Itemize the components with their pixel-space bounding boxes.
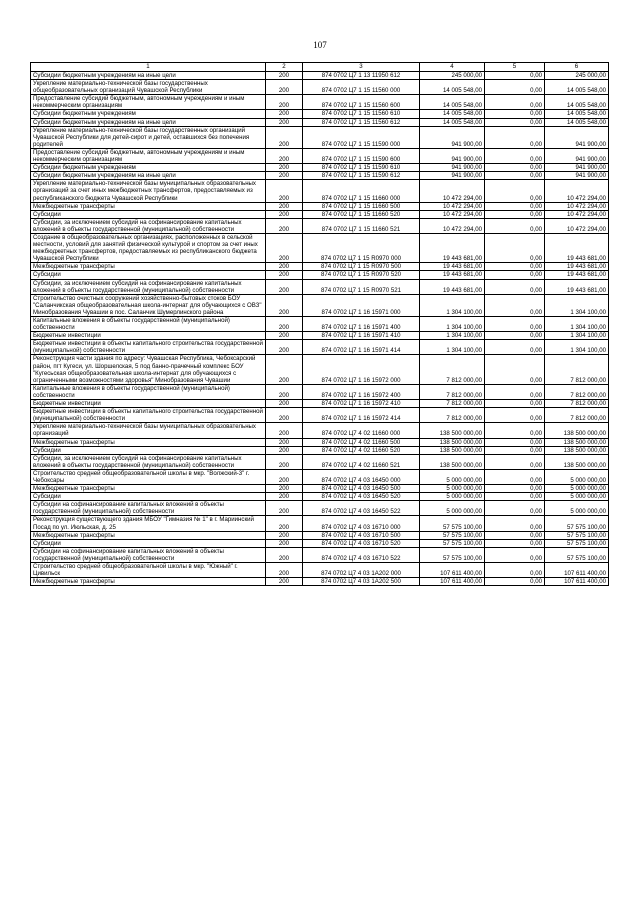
row-change-cell: 0,00 [485,148,545,163]
row-amount-cell: 1 304 100,00 [420,294,485,316]
row-code-cell: 200 [266,493,303,501]
row-change-cell: 0,00 [485,469,545,484]
row-name-cell: Субсидии бюджетным учреждениям на иные цели [31,172,266,180]
row-name-cell: Межбюджетные трансферты [31,202,266,210]
table-row [31,294,609,316]
row-code-cell: 200 [266,531,303,539]
row-name-cell: Субсидии [31,539,266,547]
row-code-cell: 200 [266,501,303,516]
row-name-cell: Межбюджетные трансферты [31,578,266,586]
row-total-cell: 941 900,00 [545,126,609,148]
row-amount-cell: 19 443 681,00 [420,279,485,294]
row-kbk-cell: 874 0702 Ц7 4 03 16450 000 [303,469,420,484]
row-name-cell: Строительство средней общеобразовательной школы в мкр. "Волжский-3" г. Чебоксары [31,469,266,484]
row-change-cell: 0,00 [485,454,545,469]
table-row [31,423,609,438]
row-amount-cell: 14 005 548,00 [420,118,485,126]
row-name-cell: Субсидии бюджетным учреждениям на иные цели [31,72,266,80]
column-header-3: 3 [303,63,420,72]
table-row [31,493,609,501]
row-kbk-cell: 874 0702 Ц7 4 03 16710 520 [303,539,420,547]
row-total-cell: 941 900,00 [545,164,609,172]
table-row [31,126,609,148]
row-total-cell: 1 304 100,00 [545,294,609,316]
row-change-cell: 0,00 [485,400,545,408]
row-amount-cell: 14 005 548,00 [420,80,485,95]
row-total-cell: 245 000,00 [545,72,609,80]
table-row [31,384,609,399]
row-total-cell: 10 472 294,00 [545,210,609,218]
row-total-cell: 57 575 100,00 [545,531,609,539]
table-row [31,539,609,547]
row-total-cell: 5 000 000,00 [545,493,609,501]
row-kbk-cell: 874 0702 Ц7 1 15 11560 612 [303,118,420,126]
row-amount-cell: 941 900,00 [420,172,485,180]
row-code-cell: 200 [266,408,303,423]
row-kbk-cell: 874 0702 Ц7 1 16 15971 000 [303,294,420,316]
row-code-cell: 200 [266,271,303,279]
row-amount-cell: 10 472 294,00 [420,218,485,233]
row-total-cell: 19 443 681,00 [545,279,609,294]
table-row [31,80,609,95]
table-row [31,446,609,454]
column-header-6: 6 [545,63,609,72]
row-amount-cell: 138 500 000,00 [420,438,485,446]
row-code-cell: 200 [266,95,303,110]
row-change-cell: 0,00 [485,233,545,262]
row-name-cell: Субсидии [31,446,266,454]
row-total-cell: 14 005 548,00 [545,118,609,126]
row-amount-cell: 19 443 681,00 [420,233,485,262]
row-change-cell: 0,00 [485,438,545,446]
row-kbk-cell: 874 0702 Ц7 1 15 11590 000 [303,126,420,148]
column-header-2: 2 [266,63,303,72]
row-name-cell: Субсидии на софинансирование капитальных вложений в объекты государственной (муниципальной) собственности [31,501,266,516]
row-kbk-cell: 874 0702 Ц7 1 16 15972 400 [303,384,420,399]
row-code-cell: 200 [266,423,303,438]
table-row [31,279,609,294]
row-change-cell: 0,00 [485,210,545,218]
row-kbk-cell: 874 0702 Ц7 4 02 11660 521 [303,454,420,469]
row-kbk-cell: 874 0702 Ц7 1 15 11660 500 [303,202,420,210]
row-total-cell: 138 500 000,00 [545,454,609,469]
row-name-cell: Предоставление субсидий бюджетным, автономным учреждениям и иным некоммерческим организациям [31,95,266,110]
table-row [31,72,609,80]
row-total-cell: 1 304 100,00 [545,340,609,355]
table-row [31,355,609,384]
row-amount-cell: 19 443 681,00 [420,263,485,271]
row-code-cell: 200 [266,469,303,484]
row-name-cell: Межбюджетные трансферты [31,438,266,446]
row-kbk-cell: 874 0702 Ц7 1 15 11660 520 [303,210,420,218]
row-change-cell: 0,00 [485,118,545,126]
row-amount-cell: 10 472 294,00 [420,202,485,210]
row-name-cell: Межбюджетные трансферты [31,485,266,493]
table-row [31,340,609,355]
row-kbk-cell: 874 0702 Ц7 1 15 11590 610 [303,164,420,172]
row-change-cell: 0,00 [485,423,545,438]
row-kbk-cell: 874 0702 Ц7 1 15 11560 600 [303,95,420,110]
row-amount-cell: 1 304 100,00 [420,317,485,332]
row-code-cell: 200 [266,516,303,531]
row-total-cell: 10 472 294,00 [545,218,609,233]
row-change-cell: 0,00 [485,547,545,562]
row-name-cell: Бюджетные инвестиции в объекты капитального строительства государственной (муниципальной) собственности [31,408,266,423]
row-amount-cell: 941 900,00 [420,148,485,163]
table-row [31,332,609,340]
table-row [31,110,609,118]
row-name-cell: Строительство очистных сооружений хозяйственно-бытовых стоков БОУ "Саланчикская общеобразовательная школа-интернат для обучающихся с ОВЗ" Минобразования Чувашии в пос. Саланчик Шумерлинского района [31,294,266,316]
row-amount-cell: 10 472 294,00 [420,180,485,202]
row-total-cell: 5 000 000,00 [545,485,609,493]
row-amount-cell: 7 812 000,00 [420,355,485,384]
row-change-cell: 0,00 [485,72,545,80]
row-name-cell: Бюджетные инвестиции [31,400,266,408]
row-code-cell: 200 [266,539,303,547]
row-amount-cell: 5 000 000,00 [420,469,485,484]
row-amount-cell: 107 611 400,00 [420,578,485,586]
row-name-cell: Бюджетные инвестиции [31,332,266,340]
row-name-cell: Укрепление материально-технической базы муниципальных образовательных организаций за счет иных межбюджетных трансфертов, предоставляемых из республиканского бюджета Чувашской Республики [31,180,266,202]
row-amount-cell: 57 575 100,00 [420,547,485,562]
column-header-4: 4 [420,63,485,72]
row-amount-cell: 1 304 100,00 [420,340,485,355]
row-code-cell: 200 [266,400,303,408]
row-total-cell: 57 575 100,00 [545,547,609,562]
row-name-cell: Реконструкция части здания по адресу: Чувашская Республика, Чебоксарский район, пгт Кугеси, ул. Шоршелская, 5 под банно-прачечный комплекс БОУ "Кугесьская общеобразовательная школа-интернат для обучающихся с ограниченными возможностями здоровья" Минобразования Чувашии [31,355,266,384]
row-name-cell: Субсидии, за исключением субсидий на софинансирование капитальных вложений в объекты государственной (муниципальной) собственности [31,218,266,233]
row-name-cell: Межбюджетные трансферты [31,263,266,271]
row-kbk-cell: 874 0702 Ц7 1 16 15971 400 [303,317,420,332]
row-total-cell: 7 812 000,00 [545,355,609,384]
row-change-cell: 0,00 [485,485,545,493]
row-code-cell: 200 [266,547,303,562]
table-row [31,95,609,110]
row-kbk-cell: 874 0702 Ц7 4 02 11660 000 [303,423,420,438]
row-total-cell: 14 005 548,00 [545,80,609,95]
row-change-cell: 0,00 [485,384,545,399]
row-name-cell: Субсидии бюджетным учреждениям на иные цели [31,118,266,126]
row-name-cell: Субсидии бюджетным учреждениям [31,110,266,118]
row-change-cell: 0,00 [485,317,545,332]
row-change-cell: 0,00 [485,80,545,95]
row-code-cell: 200 [266,110,303,118]
row-change-cell: 0,00 [485,202,545,210]
row-amount-cell: 138 500 000,00 [420,454,485,469]
row-change-cell: 0,00 [485,279,545,294]
row-code-cell: 200 [266,446,303,454]
row-change-cell: 0,00 [485,501,545,516]
row-kbk-cell: 874 0702 Ц7 1 15 11560 610 [303,110,420,118]
row-kbk-cell: 874 0702 Ц7 1 16 15971 410 [303,332,420,340]
row-code-cell: 200 [266,485,303,493]
row-kbk-cell: 874 0702 Ц7 1 15 R0970 500 [303,263,420,271]
row-amount-cell: 14 005 548,00 [420,110,485,118]
table-row [31,578,609,586]
row-change-cell: 0,00 [485,218,545,233]
row-total-cell: 138 500 000,00 [545,423,609,438]
row-amount-cell: 1 304 100,00 [420,332,485,340]
row-total-cell: 7 812 000,00 [545,400,609,408]
row-kbk-cell: 874 0702 Ц7 1 16 15971 414 [303,340,420,355]
row-total-cell: 7 812 000,00 [545,384,609,399]
row-kbk-cell: 874 0702 Ц7 4 03 16450 520 [303,493,420,501]
row-code-cell: 200 [266,384,303,399]
row-total-cell: 19 443 681,00 [545,233,609,262]
row-amount-cell: 941 900,00 [420,126,485,148]
row-total-cell: 14 005 548,00 [545,95,609,110]
row-name-cell: Субсидии, за исключением субсидий на софинансирование капитальных вложений в объекты государственной (муниципальной) собственности [31,454,266,469]
row-change-cell: 0,00 [485,539,545,547]
table-row [31,317,609,332]
row-kbk-cell: 874 0702 Ц7 1 15 11660 000 [303,180,420,202]
row-kbk-cell: 874 0702 Ц7 4 03 16450 500 [303,485,420,493]
row-kbk-cell: 874 0702 Ц7 4 02 11660 520 [303,446,420,454]
row-name-cell: Создание в общеобразовательных организациях, расположенных в сельской местности, условий для занятий физической культурой и спортом за счет иных межбюджетных трансфертов, предоставляемых из республиканского бюджета Чувашской Республики [31,233,266,262]
row-change-cell: 0,00 [485,578,545,586]
row-code-cell: 200 [266,263,303,271]
row-code-cell: 200 [266,118,303,126]
row-change-cell: 0,00 [485,493,545,501]
row-amount-cell: 57 575 100,00 [420,516,485,531]
row-total-cell: 138 500 000,00 [545,438,609,446]
row-amount-cell: 138 500 000,00 [420,423,485,438]
row-change-cell: 0,00 [485,294,545,316]
row-total-cell: 19 443 681,00 [545,271,609,279]
row-change-cell: 0,00 [485,110,545,118]
row-code-cell: 200 [266,210,303,218]
row-total-cell: 14 005 548,00 [545,110,609,118]
row-total-cell: 10 472 294,00 [545,180,609,202]
budget-table [30,62,609,586]
row-name-cell: Укрепление материально-технической базы муниципальных образовательных организаций [31,423,266,438]
row-name-cell: Межбюджетные трансферты [31,531,266,539]
row-change-cell: 0,00 [485,180,545,202]
row-change-cell: 0,00 [485,164,545,172]
row-change-cell: 0,00 [485,340,545,355]
row-total-cell: 57 575 100,00 [545,516,609,531]
table-row [31,271,609,279]
table-row [31,563,609,578]
row-code-cell: 200 [266,355,303,384]
table-row [31,118,609,126]
row-code-cell: 200 [266,340,303,355]
row-code-cell: 200 [266,563,303,578]
table-row [31,218,609,233]
row-amount-cell: 941 900,00 [420,164,485,172]
row-code-cell: 200 [266,454,303,469]
row-amount-cell: 7 812 000,00 [420,384,485,399]
row-name-cell: Предоставление субсидий бюджетным, автономным учреждениям и иным некоммерческим организациям [31,148,266,163]
row-code-cell: 200 [266,172,303,180]
row-kbk-cell: 874 0702 Ц7 1 15 11560 000 [303,80,420,95]
row-kbk-cell: 874 0702 Ц7 1 16 15972 410 [303,400,420,408]
column-header-5: 5 [485,63,545,72]
row-amount-cell: 107 611 400,00 [420,563,485,578]
row-amount-cell: 245 000,00 [420,72,485,80]
row-change-cell: 0,00 [485,563,545,578]
row-change-cell: 0,00 [485,531,545,539]
row-kbk-cell: 874 0702 Ц7 1 15 11590 612 [303,172,420,180]
row-amount-cell: 5 000 000,00 [420,501,485,516]
row-name-cell: Капитальные вложения в объекты государственной (муниципальной) собственности [31,317,266,332]
row-name-cell: Субсидии [31,210,266,218]
row-kbk-cell: 874 0702 Ц7 1 15 R0970 521 [303,279,420,294]
row-code-cell: 200 [266,438,303,446]
row-kbk-cell: 874 0702 Ц7 1 15 11590 600 [303,148,420,163]
row-kbk-cell: 874 0702 Ц7 4 03 1А202 500 [303,578,420,586]
row-kbk-cell: 874 0702 Ц7 4 02 11660 500 [303,438,420,446]
row-amount-cell: 19 443 681,00 [420,271,485,279]
table-row [31,400,609,408]
row-change-cell: 0,00 [485,516,545,531]
table-row [31,180,609,202]
row-kbk-cell: 874 0702 Ц7 1 15 R0970 520 [303,271,420,279]
row-code-cell: 200 [266,279,303,294]
row-name-cell: Капитальные вложения в объекты государственной (муниципальной) собственности [31,384,266,399]
row-name-cell: Укрепление материально-технической базы государственных общеобразовательных организаций Чувашской Республики [31,80,266,95]
row-change-cell: 0,00 [485,446,545,454]
row-kbk-cell: 874 0702 Ц7 1 16 15972 000 [303,355,420,384]
row-total-cell: 57 575 100,00 [545,539,609,547]
row-total-cell: 138 500 000,00 [545,446,609,454]
row-total-cell: 7 812 000,00 [545,408,609,423]
row-kbk-cell: 874 0702 Ц7 1 15 11660 521 [303,218,420,233]
row-total-cell: 19 443 681,00 [545,263,609,271]
row-total-cell: 107 611 400,00 [545,563,609,578]
table-row [31,164,609,172]
row-name-cell: Бюджетные инвестиции в объекты капитального строительства государственной (муниципальной) собственности [31,340,266,355]
page-number: 107 [313,40,327,50]
table-row [31,210,609,218]
row-total-cell: 941 900,00 [545,172,609,180]
row-amount-cell: 10 472 294,00 [420,210,485,218]
row-name-cell: Субсидии, за исключением субсидий на софинансирование капитальных вложений в объекты государственной (муниципальной) собственности [31,279,266,294]
row-total-cell: 5 000 000,00 [545,501,609,516]
table-row [31,172,609,180]
row-amount-cell: 14 005 548,00 [420,95,485,110]
row-name-cell: Субсидии [31,493,266,501]
row-kbk-cell: 874 0702 Ц7 4 03 16710 522 [303,547,420,562]
table-row [31,148,609,163]
row-kbk-cell: 874 0702 Ц7 1 13 11950 612 [303,72,420,80]
table-row [31,501,609,516]
row-code-cell: 200 [266,294,303,316]
row-change-cell: 0,00 [485,355,545,384]
row-code-cell: 200 [266,218,303,233]
column-header-1: 1 [31,63,266,72]
table-row [31,485,609,493]
table-row [31,454,609,469]
row-kbk-cell: 874 0702 Ц7 4 03 16450 522 [303,501,420,516]
row-kbk-cell: 874 0702 Ц7 4 03 16710 500 [303,531,420,539]
row-code-cell: 200 [266,202,303,210]
row-change-cell: 0,00 [485,95,545,110]
row-kbk-cell: 874 0702 Ц7 1 15 R0970 000 [303,233,420,262]
row-change-cell: 0,00 [485,408,545,423]
row-amount-cell: 5 000 000,00 [420,493,485,501]
row-name-cell: Укрепление материально-технической базы государственных организаций Чувашской Республики для детей-сирот и детей, оставшихся без попечения родителей [31,126,266,148]
row-amount-cell: 5 000 000,00 [420,485,485,493]
table-row [31,547,609,562]
row-change-cell: 0,00 [485,126,545,148]
row-code-cell: 200 [266,332,303,340]
row-name-cell: Реконструкция существующего здания МБОУ "Гимназия № 1" в г. Мариинский Посад по ул. Июльская, д. 25 [31,516,266,531]
row-code-cell: 200 [266,317,303,332]
row-total-cell: 5 000 000,00 [545,469,609,484]
row-name-cell: Субсидии [31,271,266,279]
row-name-cell: Строительство средней общеобразовательной школы в мкр. "Южный" г. Цивильск [31,563,266,578]
row-amount-cell: 7 812 000,00 [420,400,485,408]
row-code-cell: 200 [266,72,303,80]
row-code-cell: 200 [266,180,303,202]
row-kbk-cell: 874 0702 Ц7 4 03 16710 000 [303,516,420,531]
header-row [31,63,609,72]
table-body [31,63,609,586]
row-kbk-cell: 874 0702 Ц7 4 03 1А202 000 [303,563,420,578]
row-name-cell: Субсидии на софинансирование капитальных вложений в объекты государственной (муниципальной) собственности [31,547,266,562]
row-change-cell: 0,00 [485,263,545,271]
table-row [31,202,609,210]
row-total-cell: 10 472 294,00 [545,202,609,210]
row-total-cell: 1 304 100,00 [545,332,609,340]
row-code-cell: 200 [266,233,303,262]
row-code-cell: 200 [266,578,303,586]
row-name-cell: Субсидии бюджетным учреждениям [31,164,266,172]
row-amount-cell: 138 500 000,00 [420,446,485,454]
row-code-cell: 200 [266,164,303,172]
table-row [31,263,609,271]
row-amount-cell: 57 575 100,00 [420,531,485,539]
row-kbk-cell: 874 0702 Ц7 1 16 15972 414 [303,408,420,423]
row-change-cell: 0,00 [485,172,545,180]
row-code-cell: 200 [266,126,303,148]
row-total-cell: 107 611 400,00 [545,578,609,586]
row-change-cell: 0,00 [485,332,545,340]
row-amount-cell: 7 812 000,00 [420,408,485,423]
row-change-cell: 0,00 [485,271,545,279]
table-row [31,438,609,446]
table-row [31,531,609,539]
table-row [31,233,609,262]
row-code-cell: 200 [266,148,303,163]
table-row [31,516,609,531]
row-total-cell: 941 900,00 [545,148,609,163]
table-row [31,469,609,484]
row-amount-cell: 57 575 100,00 [420,539,485,547]
row-total-cell: 1 304 100,00 [545,317,609,332]
table-row [31,408,609,423]
row-code-cell: 200 [266,80,303,95]
